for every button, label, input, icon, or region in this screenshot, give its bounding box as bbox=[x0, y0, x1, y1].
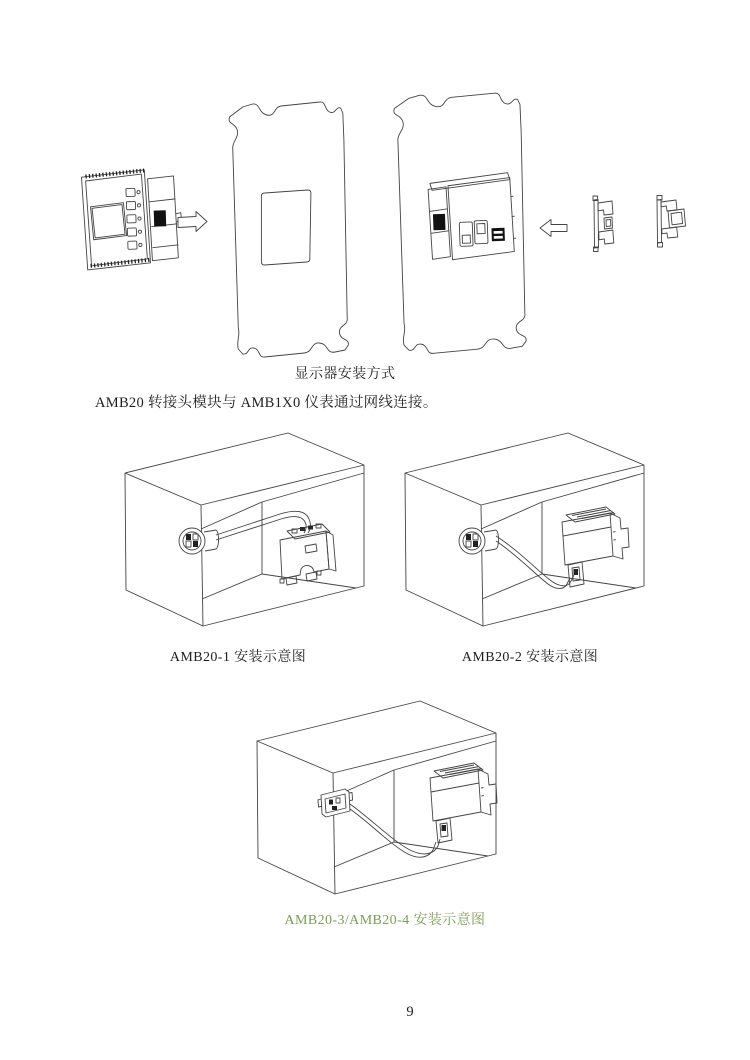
usb-port bbox=[491, 228, 504, 241]
display-installation-figure bbox=[0, 0, 750, 380]
mounting-clip-1-drawing bbox=[593, 196, 614, 252]
round-cable-gland-drawing bbox=[179, 528, 219, 554]
body-paragraph: AMB20 转接头模块与 AMB1X0 仪表通过网线连接。 bbox=[95, 395, 438, 411]
wall-jack-plate-drawing bbox=[318, 789, 353, 817]
panel-hole bbox=[261, 190, 311, 265]
amb20-2-installation-figure bbox=[400, 428, 650, 638]
figure-caption-amb20-2: AMB20-2 安装示意图 bbox=[461, 650, 599, 665]
amb20-module-drawing bbox=[430, 763, 497, 843]
figure-caption-amb20-1: AMB20-1 安装示意图 bbox=[169, 650, 307, 665]
panel-installed-drawing bbox=[394, 93, 526, 353]
arrow-right-icon bbox=[178, 212, 207, 232]
panel-cutout-drawing bbox=[229, 102, 348, 357]
amb20-2-module-drawing bbox=[562, 507, 629, 587]
figure-caption-display-install: 显示器安装方式 bbox=[294, 367, 396, 382]
amb20-3-4-installation-figure bbox=[252, 696, 502, 906]
amb20-1-installation-figure bbox=[120, 428, 370, 638]
mounting-clip-2-drawing bbox=[657, 196, 686, 248]
figure-caption-amb20-3-4: AMB20-3/AMB20-4 安装示意图 bbox=[284, 913, 486, 928]
round-cable-gland-drawing bbox=[459, 528, 499, 554]
enclosure-box-drawing bbox=[405, 433, 644, 626]
page-number: 9 bbox=[406, 1004, 414, 1020]
network-cable-drawing bbox=[496, 536, 574, 589]
network-cable-drawing bbox=[216, 511, 311, 540]
display-screen bbox=[90, 203, 126, 240]
network-cable-drawing bbox=[350, 804, 440, 857]
arrow-left-icon bbox=[540, 220, 567, 237]
display-buttons bbox=[126, 188, 142, 249]
enclosure-box-drawing bbox=[257, 701, 496, 894]
installed-unit-rear-drawing bbox=[428, 172, 517, 260]
enclosure-box-drawing bbox=[125, 433, 364, 626]
amb20-1-module-drawing bbox=[280, 524, 336, 585]
rj45-port-2 bbox=[474, 220, 488, 243]
rj45-port-1 bbox=[459, 222, 473, 246]
display-unit-drawing bbox=[81, 169, 183, 270]
